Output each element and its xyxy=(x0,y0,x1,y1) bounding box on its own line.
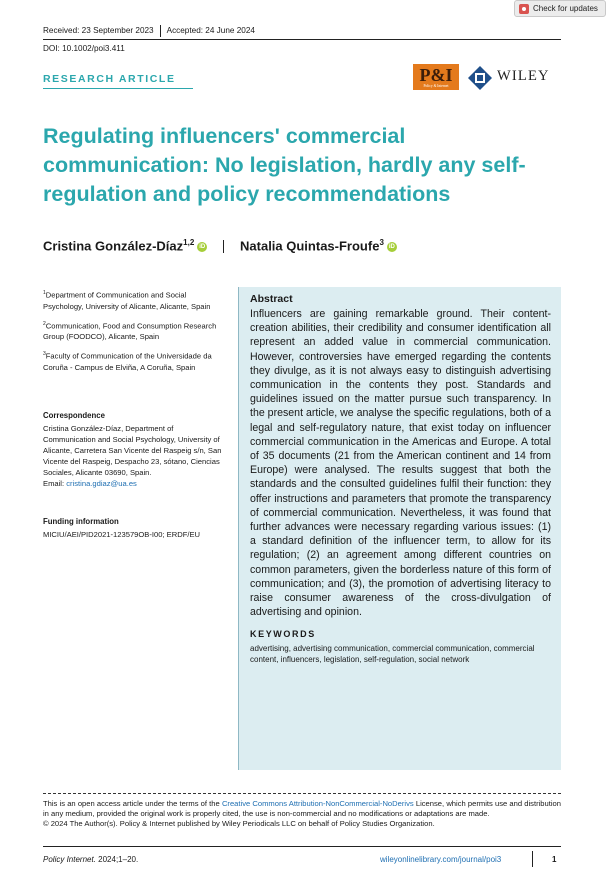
funding-heading: Funding information xyxy=(43,517,119,526)
author-name[interactable]: Cristina González-Díaz xyxy=(43,238,184,254)
footer-separator xyxy=(532,851,533,867)
citation-details: 2024;1–20. xyxy=(95,855,139,864)
received-date: Received: 23 September 2023 xyxy=(43,26,154,36)
affiliation xyxy=(43,288,226,312)
affiliations xyxy=(43,288,226,380)
update-icon xyxy=(519,4,529,14)
affiliation xyxy=(43,349,226,373)
journal-citation xyxy=(43,855,138,864)
doi[interactable]: DOI: 10.1002/poi3.411 xyxy=(43,44,125,53)
abstract-box xyxy=(238,287,561,770)
affiliation-text: Department of Communication and Social Psychology, University of Alicante, Alicante, Spain xyxy=(43,290,211,311)
license-notice xyxy=(43,799,561,830)
funding-text: MICIU/AEI/PID2021-123579OB-I00; ERDF/EU xyxy=(43,530,200,539)
article-type-underline xyxy=(43,88,193,89)
author-affiliation-sup: 1,2 xyxy=(183,238,195,247)
affiliation-text: Faculty of Communication of the Universidade da Coruña - Campus de Elviña, A Coruña, Spain xyxy=(43,351,212,372)
author-affiliation-sup: 3 xyxy=(379,238,384,247)
accepted-date: Accepted: 24 June 2024 xyxy=(166,26,255,36)
author-list xyxy=(43,238,397,253)
orcid-icon[interactable]: iD xyxy=(388,243,395,250)
abstract-text: Influencers are gaining remarkable ground. Their content-creation abilities, their credibility and consumer identification all represent an added value in commercial communication. However, controversies have emerged regarding the contents they divulge, as it is not always easy to distinguish advertising communication in the contents they post. Standards and guidelines issued on the matter pursue such transparency. In the present article, we analyse the specific regulations, both of a legal and self-regulatory nature, that exist today on influencer commercial communication in the Americas and Europe. A total of 35 documents (21 from the American continent and 14 from Europe) were analysed. The results suggest that both the standards and the consulted guidelines fulfil their function: they offer instructions and parameters that promote the transparency of commercial communication. Nevertheless, it was found that further advances were necessary regarding various issues: (1) a standard definition of the influencer term, to allow for its regulation; (2) an agreement among different countries on common parameters, given the borderless nature of this form of communication; and (3), the promotion of advertising literacy to raise consumer awareness of the cross-divulgation of advertising and opinion. xyxy=(250,308,551,619)
affiliation-text: Communication, Food and Consumption Research Group (FOODCO), Alicante, Spain xyxy=(43,321,217,342)
header-rule xyxy=(43,39,561,40)
journal-logo xyxy=(413,64,459,90)
check-for-updates-button[interactable] xyxy=(514,0,606,17)
correspondence-heading: Correspondence xyxy=(43,411,105,420)
footer-rule xyxy=(43,846,561,847)
journal-name: Policy Internet. xyxy=(43,855,96,864)
check-for-updates-label: Check for updates xyxy=(533,4,598,13)
date-separator xyxy=(160,25,161,37)
correspondence-email-line xyxy=(43,478,226,489)
affiliation-number: 3 xyxy=(43,351,46,358)
orcid-icon[interactable]: iD xyxy=(199,243,206,250)
pso-logo-icon xyxy=(467,65,493,91)
copyright-text: © 2024 The Author(s). Policy & Internet published by Wiley Periodicals LLC on behalf of Policy Studies Organization. xyxy=(43,819,435,829)
article-dates xyxy=(43,25,255,37)
funding xyxy=(43,516,226,540)
author-name[interactable]: Natalia Quintas-Froufe xyxy=(240,238,380,254)
affiliation xyxy=(43,319,226,343)
correspondence xyxy=(43,410,226,489)
article-title: Regulating influencers' commercial communication: No legislation, hardly any self-regulation and policy recommendations xyxy=(43,124,526,206)
correspondence-text: Cristina González-Díaz, Department of Communication and Social Psychology, University of Alicante, Carretera San Vicente del Raspeig s/n, San Vicente del Raspeig, Despacho 23, sótano, Ciencias Sociales, Alicante 03690, Spain. xyxy=(43,424,222,477)
abstract-heading: Abstract xyxy=(250,293,293,305)
license-text: License, which permits use and distribution in any medium, provided the original work is properly cited, the use is non-commercial and no modifications or adaptations are made. xyxy=(43,799,561,819)
affiliation-number: 2 xyxy=(43,320,46,327)
email-link[interactable]: cristina.gdiaz@ua.es xyxy=(66,479,137,488)
license-text: This is an open access article under the terms of the xyxy=(43,799,222,808)
keywords-text: advertising, advertising communication, commercial communication, commercial content, influencers, legislation, self-regulation, social network xyxy=(250,644,535,665)
keywords-heading: KEYWORDS xyxy=(250,629,316,640)
license-divider xyxy=(43,793,561,794)
author-separator xyxy=(223,240,225,253)
journal-url-link[interactable]: wileyonlinelibrary.com/journal/poi3 xyxy=(380,855,502,864)
license-link[interactable]: Creative Commons Attribution-NonCommercial-NoDerivs xyxy=(221,799,414,808)
affiliation-number: 1 xyxy=(43,290,46,296)
journal-logo-text: P&I xyxy=(419,64,453,85)
article-type: RESEARCH ARTICLE xyxy=(43,73,176,85)
journal-logo-subtitle: Policy & Internet xyxy=(423,83,449,88)
email-label: Email: xyxy=(43,479,65,488)
page-number: 1 xyxy=(552,855,557,864)
publisher-logo: WILEY xyxy=(497,68,550,84)
